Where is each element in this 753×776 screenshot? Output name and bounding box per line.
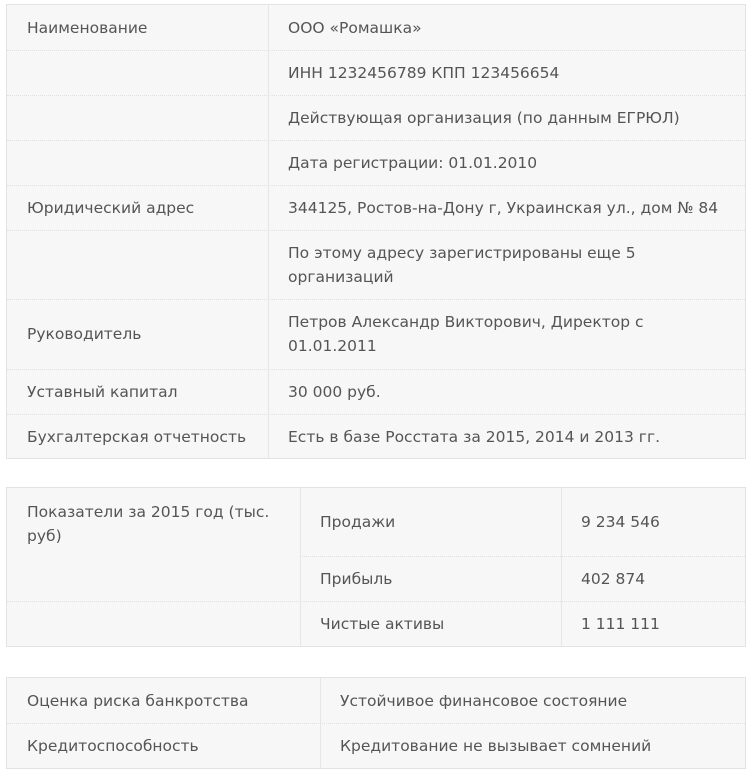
table-row <box>7 5 745 51</box>
address-note-link[interactable]: По этому адресу зарегистрированы еще 5 организаций <box>288 243 636 286</box>
table-row <box>7 230 745 300</box>
table-row <box>7 678 745 724</box>
address-value: 344125, Ростов-на-Дону г, Украинская ул., дом № 84 <box>288 198 719 217</box>
indicator-value: 402 874 <box>581 569 646 588</box>
risk-card <box>6 677 746 769</box>
table-row <box>7 185 745 231</box>
head-label: Руководитель <box>27 325 142 343</box>
bankruptcy-value: Устойчивое финансовое состояние <box>340 691 628 710</box>
table-row <box>7 414 745 459</box>
capital-label: Уставный капитал <box>27 382 178 401</box>
indicator-name: Продажи <box>320 513 396 531</box>
address-label: Юридический адрес <box>27 198 195 217</box>
table-row <box>7 556 745 602</box>
indicator-value: 9 234 546 <box>581 513 660 531</box>
registration-date-value: Дата регистрации: 01.01.2010 <box>288 153 538 172</box>
indicator-name: Чистые активы <box>320 614 445 633</box>
table-row <box>300 488 745 557</box>
company-info-card <box>6 4 746 459</box>
table-row <box>7 601 745 646</box>
name-label: Наименование <box>27 18 148 37</box>
table-row <box>7 369 745 415</box>
table-row <box>7 140 745 186</box>
indicator-value: 1 111 111 <box>581 614 660 633</box>
table-row <box>7 723 745 768</box>
accounting-label: Бухгалтерская отчетность <box>27 427 247 446</box>
indicator-name: Прибыль <box>320 569 393 588</box>
bankruptcy-label: Оценка риска банкротства <box>27 691 249 710</box>
indicators-label: Показатели за 2015 год (тыс. руб) <box>27 503 270 545</box>
capital-value: 30 000 руб. <box>288 382 381 401</box>
head-value: Петров Александр Викторович, Директор с 01.01.2011 <box>288 313 644 355</box>
indicators-card <box>6 487 746 647</box>
credit-label: Кредитоспособность <box>27 736 199 755</box>
name-value: ООО «Ромашка» <box>288 18 422 37</box>
inn-kpp-value: ИНН 1232456789 КПП 123456654 <box>288 63 560 82</box>
status-value: Действующая организация (по данным ЕГРЮЛ) <box>288 108 680 127</box>
table-row <box>7 50 745 96</box>
table-row <box>7 95 745 141</box>
credit-value: Кредитование не вызывает сомнений <box>340 736 652 755</box>
accounting-value: Есть в базе Росстата за 2015, 2014 и 2013 гг. <box>288 427 661 446</box>
table-row <box>7 299 745 370</box>
